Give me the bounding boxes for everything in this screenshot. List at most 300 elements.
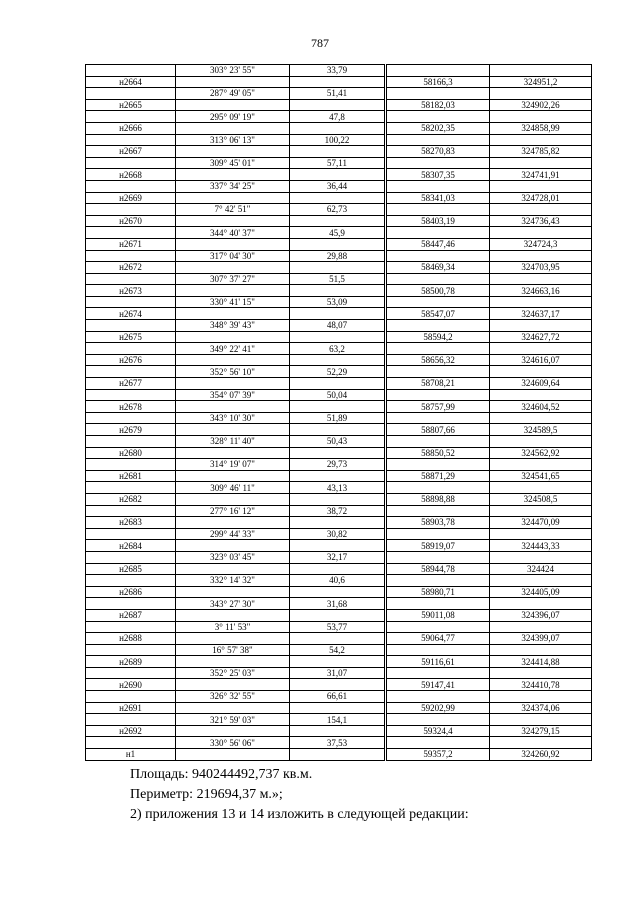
- y-coordinate-cell: 324374,06: [490, 702, 592, 714]
- coordinates-table: [85, 64, 592, 761]
- x-coordinate-cell: [387, 436, 490, 448]
- x-coordinate-cell: [387, 598, 490, 610]
- point-name-cell: [86, 273, 176, 285]
- x-coordinate-cell: 58469,34: [387, 262, 490, 274]
- y-coordinate-cell: [490, 273, 592, 285]
- distance-cell: [290, 586, 385, 598]
- y-coordinate-cell: [490, 691, 592, 703]
- y-coordinate-cell: [490, 482, 592, 494]
- x-coordinate-cell: 58757,99: [387, 401, 490, 413]
- y-coordinate-cell: 324902,26: [490, 99, 592, 111]
- table-row-point: [86, 563, 592, 575]
- x-coordinate-cell: 58898,88: [387, 493, 490, 505]
- point-name-cell: н2672: [86, 262, 176, 274]
- distance-cell: 31,07: [290, 667, 385, 679]
- point-name-cell: н2688: [86, 633, 176, 645]
- x-coordinate-cell: 59324,4: [387, 725, 490, 737]
- table-row-point: [86, 540, 592, 552]
- table-row-segment: [86, 436, 592, 448]
- distance-cell: 29,73: [290, 459, 385, 471]
- point-name-cell: н2686: [86, 586, 176, 598]
- table-row-point: [86, 656, 592, 668]
- table-row-point: [86, 702, 592, 714]
- y-coordinate-cell: 324724,3: [490, 238, 592, 250]
- x-coordinate-cell: 59202,99: [387, 702, 490, 714]
- direction-angle-cell: [176, 192, 290, 204]
- direction-angle-cell: 348° 39' 43": [176, 320, 290, 332]
- table-row-point: [86, 99, 592, 111]
- distance-cell: [290, 354, 385, 366]
- y-coordinate-cell: 324589,5: [490, 424, 592, 436]
- point-name-cell: [86, 227, 176, 239]
- table-row-segment: [86, 644, 592, 656]
- table-row-point: [86, 76, 592, 88]
- point-name-cell: [86, 691, 176, 703]
- point-name-cell: [86, 412, 176, 424]
- distance-cell: 36,44: [290, 180, 385, 192]
- point-name-cell: [86, 505, 176, 517]
- distance-cell: [290, 215, 385, 227]
- table-row-point: [86, 122, 592, 134]
- perimeter-line: Периметр: 219694,37 м.»;: [130, 787, 283, 802]
- x-coordinate-cell: [387, 737, 490, 749]
- x-coordinate-cell: [387, 505, 490, 517]
- y-coordinate-cell: 324728,01: [490, 192, 592, 204]
- y-coordinate-cell: [490, 134, 592, 146]
- distance-cell: [290, 285, 385, 297]
- y-coordinate-cell: 324541,65: [490, 470, 592, 482]
- point-name-cell: н2681: [86, 470, 176, 482]
- table-row-point: [86, 192, 592, 204]
- y-coordinate-cell: 324424: [490, 563, 592, 575]
- table-row-point: [86, 308, 592, 320]
- point-name-cell: н2682: [86, 493, 176, 505]
- table-row-segment: [86, 88, 592, 100]
- x-coordinate-cell: [387, 180, 490, 192]
- direction-angle-cell: 307° 37' 27": [176, 273, 290, 285]
- x-coordinate-cell: 59116,61: [387, 656, 490, 668]
- distance-cell: 66,61: [290, 691, 385, 703]
- x-coordinate-cell: [387, 412, 490, 424]
- direction-angle-cell: 314° 19' 07": [176, 459, 290, 471]
- distance-cell: 54,2: [290, 644, 385, 656]
- x-coordinate-cell: [387, 691, 490, 703]
- distance-cell: [290, 725, 385, 737]
- table-row-segment: [86, 598, 592, 610]
- point-name-cell: [86, 436, 176, 448]
- y-coordinate-cell: 324609,64: [490, 378, 592, 390]
- y-coordinate-cell: 324414,88: [490, 656, 592, 668]
- direction-angle-cell: [176, 99, 290, 111]
- x-coordinate-cell: [387, 528, 490, 540]
- distance-cell: 53,09: [290, 296, 385, 308]
- y-coordinate-cell: 324741,91: [490, 169, 592, 181]
- distance-cell: 48,07: [290, 320, 385, 332]
- table-row-point: [86, 215, 592, 227]
- distance-cell: [290, 679, 385, 691]
- x-coordinate-cell: 58903,78: [387, 517, 490, 529]
- direction-angle-cell: 328° 11' 40": [176, 436, 290, 448]
- distance-cell: [290, 749, 385, 761]
- direction-angle-cell: 299° 44' 33": [176, 528, 290, 540]
- point-name-cell: [86, 180, 176, 192]
- distance-cell: 38,72: [290, 505, 385, 517]
- distance-cell: [290, 656, 385, 668]
- direction-angle-cell: [176, 401, 290, 413]
- point-name-cell: н1: [86, 749, 176, 761]
- point-name-cell: [86, 737, 176, 749]
- y-coordinate-cell: 324736,43: [490, 215, 592, 227]
- distance-cell: [290, 192, 385, 204]
- table-row-point: [86, 586, 592, 598]
- distance-cell: [290, 517, 385, 529]
- x-coordinate-cell: 58403,19: [387, 215, 490, 227]
- y-coordinate-cell: 324470,09: [490, 517, 592, 529]
- table-row-point: [86, 378, 592, 390]
- x-coordinate-cell: [387, 296, 490, 308]
- point-name-cell: н2676: [86, 354, 176, 366]
- x-coordinate-cell: [387, 621, 490, 633]
- distance-cell: 30,82: [290, 528, 385, 540]
- direction-angle-cell: 352° 56' 10": [176, 366, 290, 378]
- y-coordinate-cell: [490, 250, 592, 262]
- amendment-line: 2) приложения 13 и 14 изложить в следующей редакции:: [130, 807, 469, 822]
- table-row-segment: [86, 412, 592, 424]
- direction-angle-cell: [176, 447, 290, 459]
- y-coordinate-cell: [490, 667, 592, 679]
- y-coordinate-cell: 324858,99: [490, 122, 592, 134]
- direction-angle-cell: 277° 16' 12": [176, 505, 290, 517]
- x-coordinate-cell: [387, 157, 490, 169]
- y-coordinate-cell: [490, 366, 592, 378]
- direction-angle-cell: [176, 563, 290, 575]
- distance-cell: 33,79: [290, 65, 385, 77]
- direction-angle-cell: [176, 517, 290, 529]
- x-coordinate-cell: 58871,29: [387, 470, 490, 482]
- distance-cell: [290, 424, 385, 436]
- table-row-segment: [86, 157, 592, 169]
- x-coordinate-cell: [387, 273, 490, 285]
- direction-angle-cell: 16° 57' 38": [176, 644, 290, 656]
- direction-angle-cell: [176, 540, 290, 552]
- direction-angle-cell: [176, 354, 290, 366]
- direction-angle-cell: 330° 41' 15": [176, 296, 290, 308]
- x-coordinate-cell: 58182,03: [387, 99, 490, 111]
- y-coordinate-cell: [490, 714, 592, 726]
- point-name-cell: [86, 343, 176, 355]
- distance-cell: [290, 99, 385, 111]
- table-row-segment: [86, 273, 592, 285]
- direction-angle-cell: 309° 46' 11": [176, 482, 290, 494]
- point-name-cell: н2665: [86, 99, 176, 111]
- y-coordinate-cell: 324785,82: [490, 146, 592, 158]
- direction-angle-cell: 7° 42' 51": [176, 204, 290, 216]
- y-coordinate-cell: [490, 320, 592, 332]
- point-name-cell: н2689: [86, 656, 176, 668]
- distance-cell: 63,2: [290, 343, 385, 355]
- direction-angle-cell: 295° 09' 19": [176, 111, 290, 123]
- distance-cell: [290, 238, 385, 250]
- y-coordinate-cell: [490, 88, 592, 100]
- table-row-point: [86, 262, 592, 274]
- direction-angle-cell: 352° 25' 03": [176, 667, 290, 679]
- distance-cell: 50,04: [290, 389, 385, 401]
- table-row-point: [86, 633, 592, 645]
- point-name-cell: [86, 134, 176, 146]
- direction-angle-cell: 287° 49' 05": [176, 88, 290, 100]
- distance-cell: 51,89: [290, 412, 385, 424]
- x-coordinate-cell: 58980,71: [387, 586, 490, 598]
- y-coordinate-cell: [490, 389, 592, 401]
- direction-angle-cell: [176, 122, 290, 134]
- table-row-point: [86, 401, 592, 413]
- direction-angle-cell: [176, 262, 290, 274]
- direction-angle-cell: [176, 609, 290, 621]
- table-row-segment: [86, 180, 592, 192]
- y-coordinate-cell: [490, 598, 592, 610]
- table-row-point: [86, 238, 592, 250]
- direction-angle-cell: 337° 34' 25": [176, 180, 290, 192]
- distance-cell: [290, 378, 385, 390]
- x-coordinate-cell: [387, 667, 490, 679]
- direction-angle-cell: [176, 656, 290, 668]
- point-name-cell: [86, 459, 176, 471]
- y-coordinate-cell: 324627,72: [490, 331, 592, 343]
- x-coordinate-cell: [387, 551, 490, 563]
- x-coordinate-cell: 59064,77: [387, 633, 490, 645]
- direction-angle-cell: 326° 32' 55": [176, 691, 290, 703]
- y-coordinate-cell: 324562,92: [490, 447, 592, 459]
- page-number: 787: [311, 36, 329, 50]
- x-coordinate-cell: 58547,07: [387, 308, 490, 320]
- direction-angle-cell: [176, 308, 290, 320]
- direction-angle-cell: 309° 45' 01": [176, 157, 290, 169]
- y-coordinate-cell: [490, 343, 592, 355]
- y-coordinate-cell: 324279,15: [490, 725, 592, 737]
- point-name-cell: [86, 667, 176, 679]
- y-coordinate-cell: [490, 227, 592, 239]
- x-coordinate-cell: [387, 644, 490, 656]
- table-row-point: [86, 725, 592, 737]
- distance-cell: [290, 447, 385, 459]
- distance-cell: [290, 146, 385, 158]
- point-name-cell: н2668: [86, 169, 176, 181]
- x-coordinate-cell: [387, 227, 490, 239]
- x-coordinate-cell: 58807,66: [387, 424, 490, 436]
- point-name-cell: н2683: [86, 517, 176, 529]
- x-coordinate-cell: 58447,46: [387, 238, 490, 250]
- distance-cell: 29,88: [290, 250, 385, 262]
- point-name-cell: н2691: [86, 702, 176, 714]
- point-name-cell: [86, 296, 176, 308]
- distance-cell: [290, 122, 385, 134]
- direction-angle-cell: 313° 06' 13": [176, 134, 290, 146]
- direction-angle-cell: [176, 633, 290, 645]
- x-coordinate-cell: [387, 459, 490, 471]
- table-row-segment: [86, 366, 592, 378]
- direction-angle-cell: [176, 331, 290, 343]
- point-name-cell: н2685: [86, 563, 176, 575]
- x-coordinate-cell: 58850,52: [387, 447, 490, 459]
- point-name-cell: [86, 621, 176, 633]
- distance-cell: 43,13: [290, 482, 385, 494]
- direction-angle-cell: 330° 56' 06": [176, 737, 290, 749]
- table-row-segment: [86, 714, 592, 726]
- direction-angle-cell: 343° 27' 30": [176, 598, 290, 610]
- table-row-first-segment: [86, 65, 592, 77]
- point-name-cell: [86, 551, 176, 563]
- distance-cell: 40,6: [290, 575, 385, 587]
- table-row-segment: [86, 343, 592, 355]
- x-coordinate-cell: 58919,07: [387, 540, 490, 552]
- distance-cell: [290, 563, 385, 575]
- direction-angle-cell: 349° 22' 41": [176, 343, 290, 355]
- direction-angle-cell: [176, 238, 290, 250]
- point-name-cell: [86, 714, 176, 726]
- x-coordinate-cell: [387, 482, 490, 494]
- point-name-cell: [86, 65, 176, 77]
- distance-cell: 57,11: [290, 157, 385, 169]
- distance-cell: [290, 308, 385, 320]
- point-name-cell: [86, 250, 176, 262]
- distance-cell: 53,77: [290, 621, 385, 633]
- table-row-segment: [86, 459, 592, 471]
- point-name-cell: [86, 482, 176, 494]
- y-coordinate-cell: [490, 459, 592, 471]
- point-name-cell: н2684: [86, 540, 176, 552]
- direction-angle-cell: [176, 725, 290, 737]
- distance-cell: 51,41: [290, 88, 385, 100]
- point-name-cell: [86, 598, 176, 610]
- direction-angle-cell: 321° 59' 03": [176, 714, 290, 726]
- point-name-cell: н2678: [86, 401, 176, 413]
- area-line: Площадь: 940244492,737 кв.м.: [130, 767, 313, 782]
- x-coordinate-cell: 59147,41: [387, 679, 490, 691]
- point-name-cell: н2671: [86, 238, 176, 250]
- y-coordinate-cell: 324604,52: [490, 401, 592, 413]
- x-coordinate-cell: [387, 366, 490, 378]
- point-name-cell: н2670: [86, 215, 176, 227]
- y-coordinate-cell: 324616,07: [490, 354, 592, 366]
- x-coordinate-cell: 58270,83: [387, 146, 490, 158]
- table-row-point: [86, 169, 592, 181]
- y-coordinate-cell: 324951,2: [490, 76, 592, 88]
- point-name-cell: н2679: [86, 424, 176, 436]
- direction-angle-cell: [176, 215, 290, 227]
- table-row-point: [86, 493, 592, 505]
- table-row-point: [86, 679, 592, 691]
- distance-cell: [290, 609, 385, 621]
- direction-angle-cell: [176, 169, 290, 181]
- direction-angle-cell: [176, 470, 290, 482]
- direction-angle-cell: [176, 749, 290, 761]
- table-row-segment: [86, 227, 592, 239]
- table-row-point: [86, 424, 592, 436]
- table-row-point: [86, 470, 592, 482]
- direction-angle-cell: [176, 702, 290, 714]
- table-row-segment: [86, 204, 592, 216]
- coordinates-table-body: [86, 65, 592, 761]
- x-coordinate-cell: 59011,08: [387, 609, 490, 621]
- direction-angle-cell: 3° 11' 53": [176, 621, 290, 633]
- y-coordinate-cell: [490, 575, 592, 587]
- point-name-cell: [86, 111, 176, 123]
- x-coordinate-cell: [387, 575, 490, 587]
- table-row-segment: [86, 134, 592, 146]
- x-coordinate-cell: [387, 65, 490, 77]
- x-coordinate-cell: [387, 204, 490, 216]
- table-row-segment: [86, 250, 592, 262]
- point-name-cell: [86, 320, 176, 332]
- point-name-cell: [86, 204, 176, 216]
- direction-angle-cell: [176, 679, 290, 691]
- direction-angle-cell: 344° 40' 37": [176, 227, 290, 239]
- y-coordinate-cell: 324703,95: [490, 262, 592, 274]
- table-row-segment: [86, 667, 592, 679]
- y-coordinate-cell: [490, 621, 592, 633]
- x-coordinate-cell: [387, 111, 490, 123]
- y-coordinate-cell: 324508,5: [490, 493, 592, 505]
- direction-angle-cell: [176, 285, 290, 297]
- point-name-cell: [86, 528, 176, 540]
- direction-angle-cell: [176, 378, 290, 390]
- point-name-cell: н2675: [86, 331, 176, 343]
- distance-cell: [290, 633, 385, 645]
- table-row-point: [86, 331, 592, 343]
- table-row-segment: [86, 621, 592, 633]
- distance-cell: [290, 169, 385, 181]
- y-coordinate-cell: 324663,16: [490, 285, 592, 297]
- direction-angle-cell: 343° 10' 30": [176, 412, 290, 424]
- table-row-point: [86, 354, 592, 366]
- direction-angle-cell: [176, 493, 290, 505]
- point-name-cell: н2667: [86, 146, 176, 158]
- y-coordinate-cell: 324405,09: [490, 586, 592, 598]
- y-coordinate-cell: [490, 204, 592, 216]
- point-name-cell: [86, 389, 176, 401]
- distance-cell: 50,43: [290, 436, 385, 448]
- distance-cell: 62,73: [290, 204, 385, 216]
- point-name-cell: н2674: [86, 308, 176, 320]
- table-row-segment: [86, 111, 592, 123]
- direction-angle-cell: [176, 424, 290, 436]
- y-coordinate-cell: [490, 157, 592, 169]
- y-coordinate-cell: [490, 296, 592, 308]
- distance-cell: 45,9: [290, 227, 385, 239]
- distance-cell: [290, 76, 385, 88]
- x-coordinate-cell: 58656,32: [387, 354, 490, 366]
- y-coordinate-cell: [490, 111, 592, 123]
- y-coordinate-cell: 324399,07: [490, 633, 592, 645]
- y-coordinate-cell: [490, 737, 592, 749]
- table-row-point: [86, 517, 592, 529]
- x-coordinate-cell: [387, 320, 490, 332]
- direction-angle-cell: 303° 23' 55": [176, 65, 290, 77]
- distance-cell: [290, 493, 385, 505]
- table-row-segment: [86, 691, 592, 703]
- y-coordinate-cell: 324410,78: [490, 679, 592, 691]
- table-row-point: [86, 749, 592, 761]
- y-coordinate-cell: [490, 551, 592, 563]
- y-coordinate-cell: 324260,92: [490, 749, 592, 761]
- x-coordinate-cell: 58341,03: [387, 192, 490, 204]
- x-coordinate-cell: [387, 88, 490, 100]
- table-row-point: [86, 447, 592, 459]
- point-name-cell: н2692: [86, 725, 176, 737]
- distance-cell: [290, 702, 385, 714]
- table-row-segment: [86, 505, 592, 517]
- distance-cell: [290, 470, 385, 482]
